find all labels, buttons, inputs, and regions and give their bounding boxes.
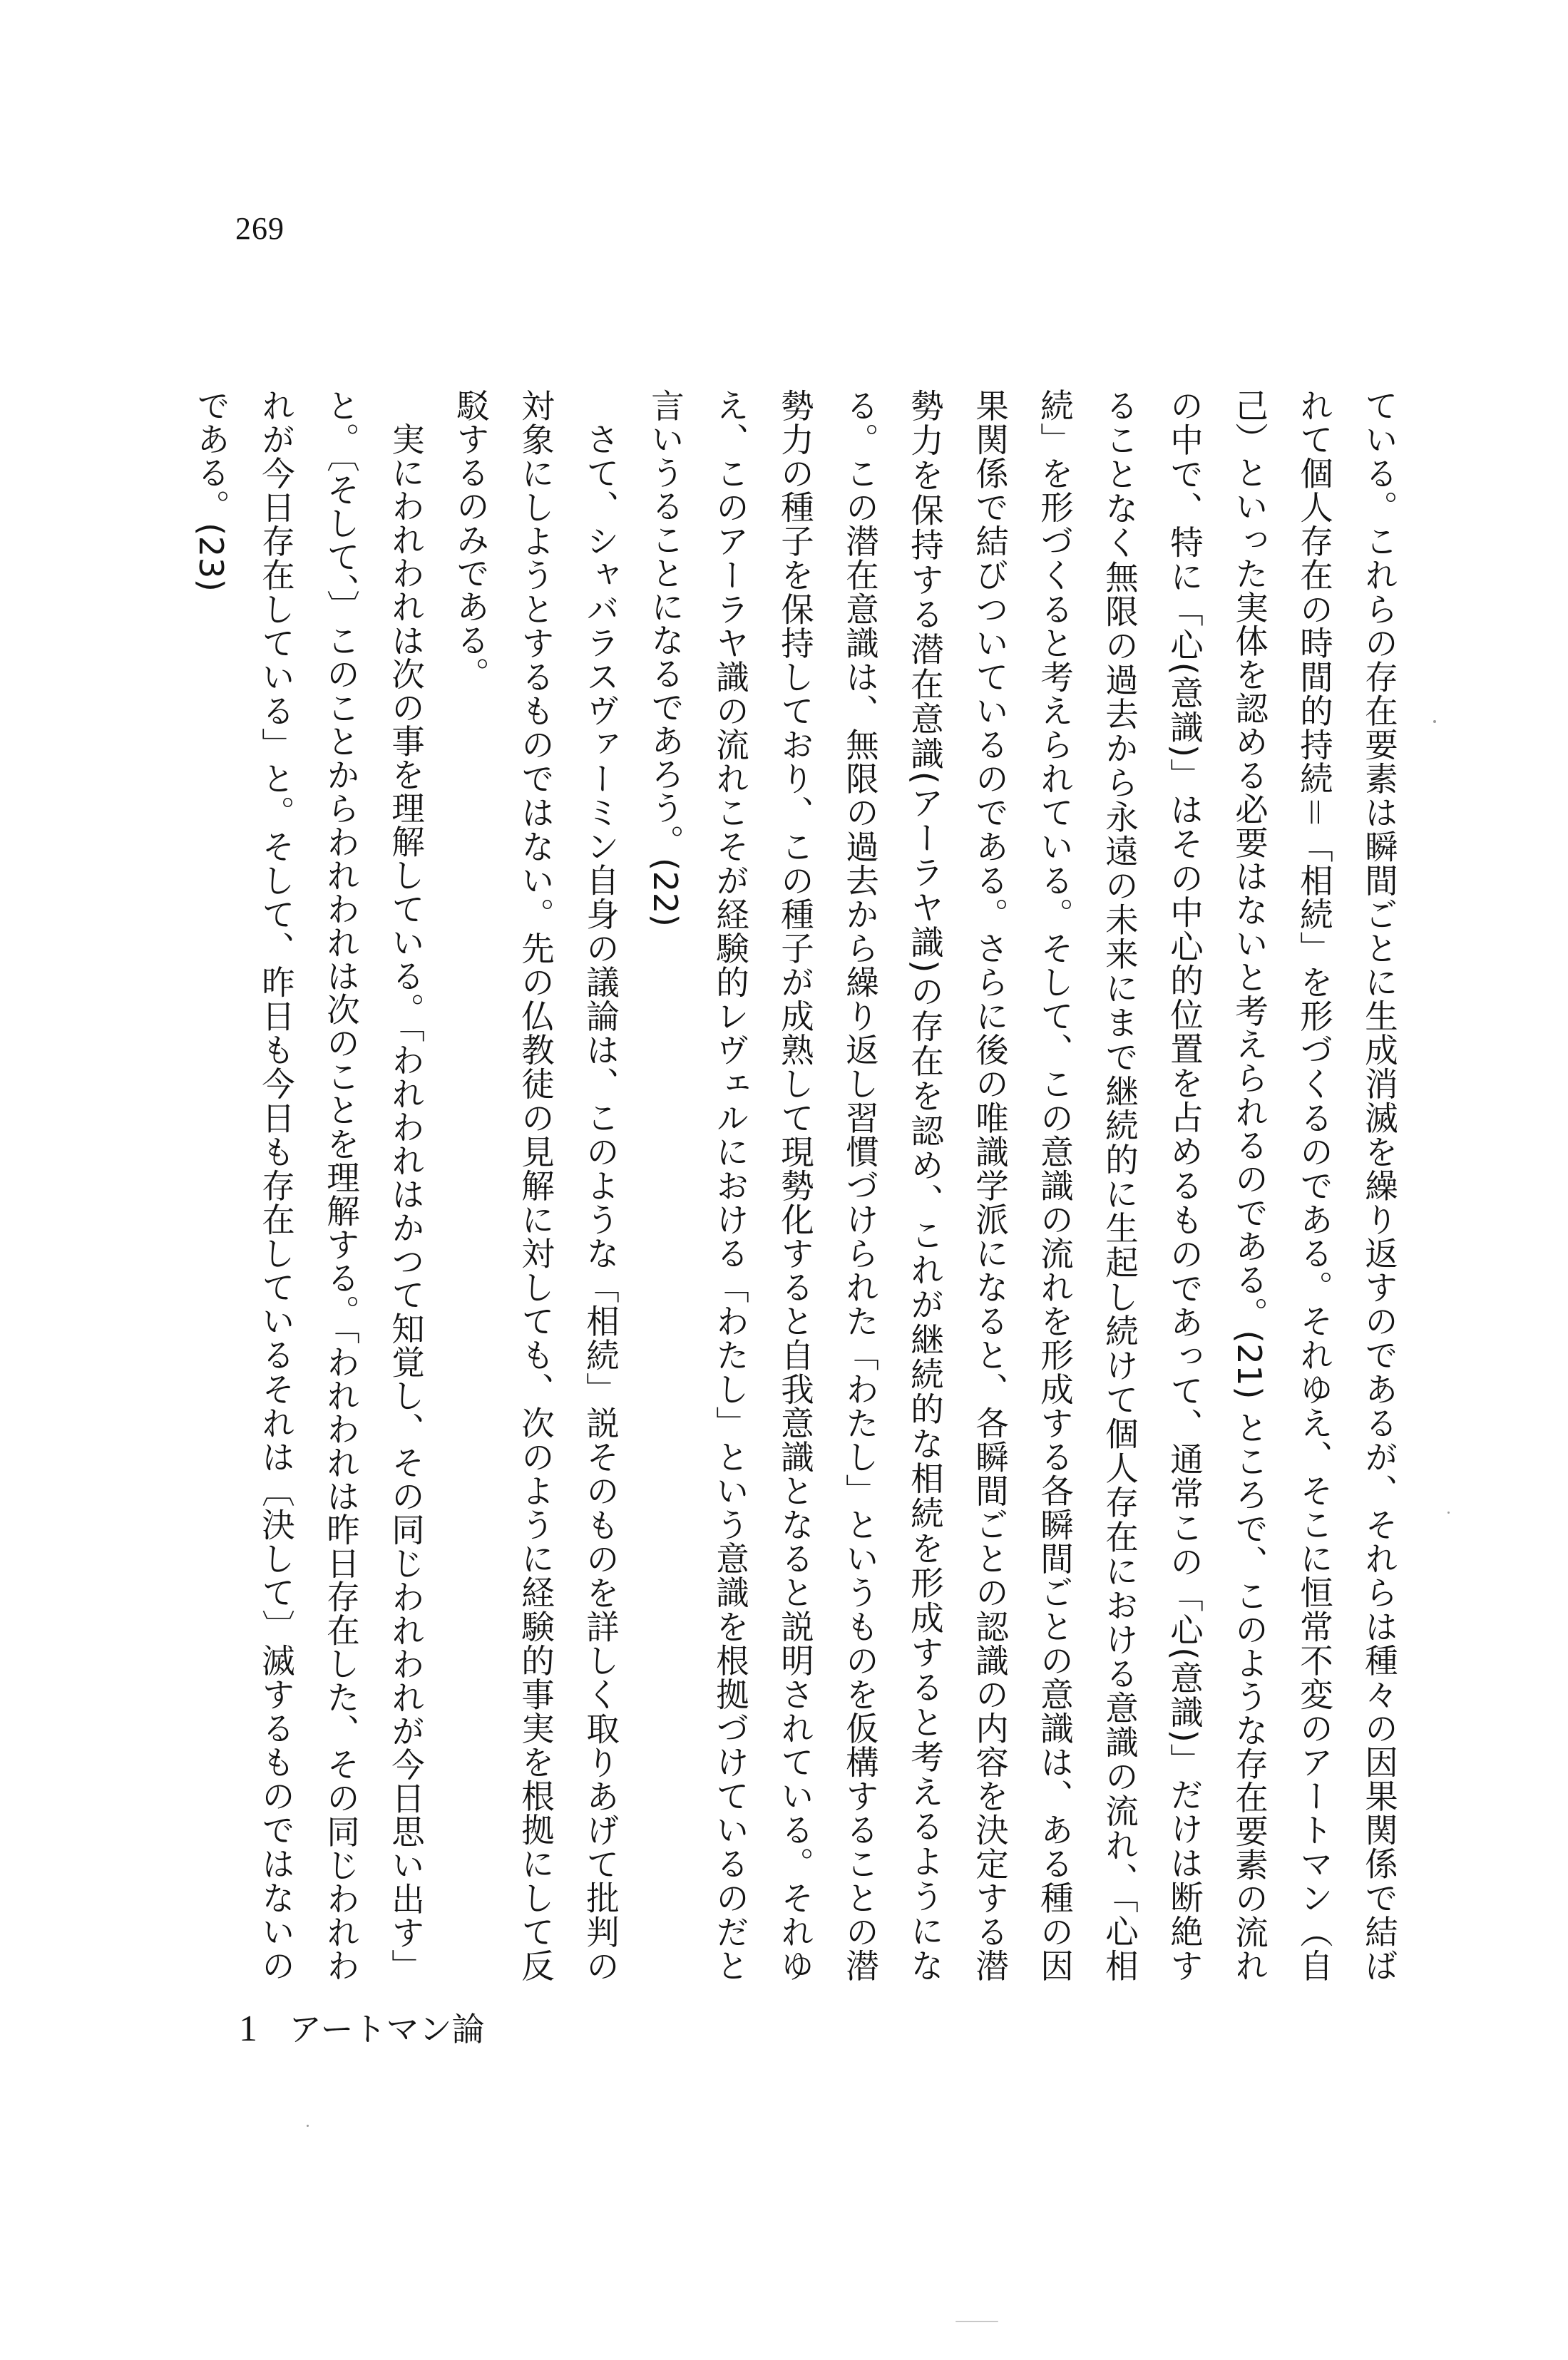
- scan-speck: [307, 2125, 309, 2127]
- paragraph-1: ている。これらの存在要素は瞬間ごとに生成消滅を繰り返すのであるが、それらは種々の因果関係で結ばれて個人存在の時間的持続＝「相続」を形づくるのである。それゆえ、そこに恒常不変のアートマン（自己）といった実体を認める必要はないと考えられるのである。(21) ところで、このような存在要素の流れの中で、特に「心(意識)」はその中心的位置を占めるものであって、通常この「心(意識)」だけは断絶することなく無限の過去から永遠の未来にまで継続的に生起し続けて個人存在における意識の流れ、「心相続」を形づくると考えられている。そして、この意識の流れを形成する各瞬間ごとの意識は、ある種の因果関係で結びついているのである。さらに後の唯識学派になると、各瞬間ごとの認識の内容を決定する潜勢力を保持する潜在意識(アーラヤ識)の存在を認め、これが継続的な相続を形成すると考えるようになる。この潜在意識は、無限の過去から繰り返し習慣づけられた「わたし」というものを仮構することの潜勢力の種子を保持しており、この種子が成熟して現勢化すると自我意識となると説明されている。それゆえ、このアーラヤ識の流れこそが経験的レヴェルにおける「わたし」という意識を根拠づけているのだと言いうることになるであろう。(22): [646, 389, 1398, 1983]
- scan-speck: [955, 2321, 998, 2322]
- page-number: 269: [235, 211, 285, 246]
- scan-speck: [1433, 720, 1436, 723]
- paragraph-3: 実にわれわれは次の事を理解している。「われわれはかつて知覚し、その同じわれわれが今日思い出す」と。〔そして、〕このことからわれわれは次のことを理解する。「われわれは昨日存在した、その同じわれわれが今日存在している」と。そして、昨日も今日も存在しているそれは〔決して〕滅するものではないのである。(23): [192, 389, 425, 1982]
- vertical-body-text: [178, 389, 1411, 1982]
- paragraph-2: さて、シャバラスヴァーミン自身の議論は、このような「相続」説そのものを詳しく取りあげて批判の対象にしようとするものではない。先の仏教徒の見解に対しても、次のように経験的事実を根拠にして反駁するのみである。: [451, 389, 620, 1982]
- chapter-title: アートマン論: [289, 2010, 485, 2048]
- running-footer: [239, 2004, 485, 2051]
- chapter-number: 1: [239, 2008, 257, 2049]
- scan-speck: [1447, 1512, 1450, 1514]
